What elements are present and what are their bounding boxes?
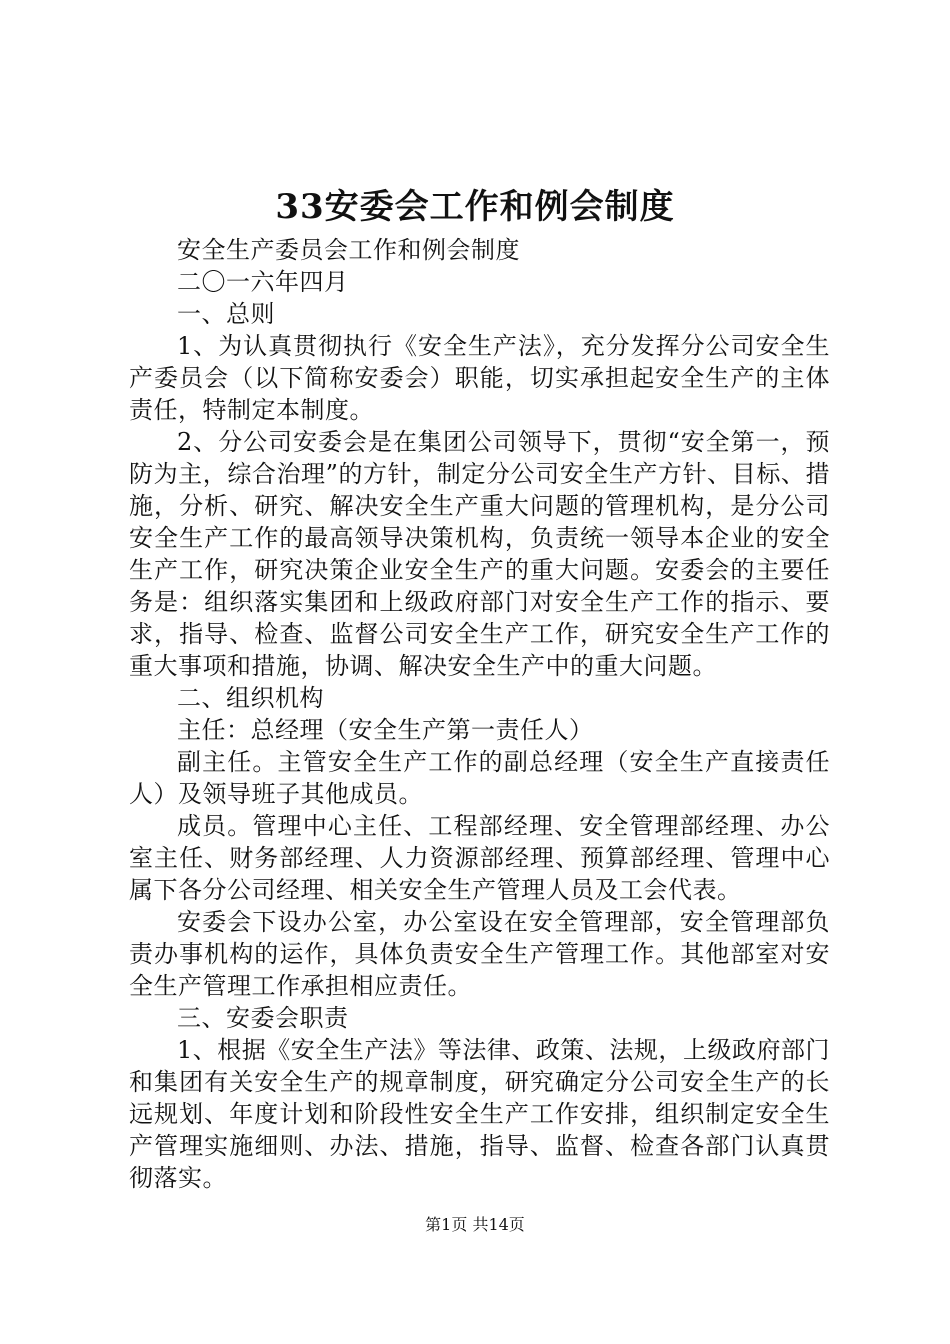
paragraph: 安全生产委员会工作和例会制度 (177, 236, 520, 264)
paragraph: 1、为认真贯彻执行《安全生产法》，充分发挥分公司安全生产委员会（以下简称安委会）职能，切实承担起安全生产的主体责任，特制定本制度。 (129, 332, 830, 424)
section-heading: 二、组织机构 (177, 684, 324, 712)
document-title: 33安委会工作和例会制度 (275, 187, 675, 227)
paragraph: 副主任。主管安全生产工作的副总经理（安全生产直接责任人）及领导班子其他成员。 (129, 748, 830, 808)
paragraph: 二〇一六年四月 (177, 268, 349, 296)
paragraph: 主任：总经理（安全生产第一责任人） (177, 716, 594, 744)
paragraph: 2、分公司安委会是在集团公司领导下，贯彻“安全第一，预防为主，综合治理”的方针，制定分公司安全生产方针、目标、措施，分析、研究、解决安全生产重大问题的管理机构，是分公司安全生产工作的最高领导决策机构，负责统一领导本企业的安全生产工作，研究决策企业安全生产的重大问题。安委会的主要任务是：组织落实集团和上级政府部门对安全生产工作的指示、要求，指导、检查、监督公司安全生产工作，研究安全生产工作的重大事项和措施，协调、解决安全生产中的重大问题。 (129, 428, 830, 680)
paragraph: 1、根据《安全生产法》等法律、政策、法规，上级政府部门和集团有关安全生产的规章制度，研究确定分公司安全生产的长远规划、年度计划和阶段性安全生产工作安排，组织制定安全生产管理实施细则、办法、措施，指导、监督、检查各部门认真贯彻落实。 (129, 1036, 830, 1192)
paragraph: 成员。管理中心主任、工程部经理、安全管理部经理、办公室主任、财务部经理、人力资源部经理、预算部经理、管理中心属下各分公司经理、相关安全生产管理人员及工会代表。 (129, 812, 830, 904)
document-body (129, 234, 830, 1194)
page-footer: 第1页 共14页 (425, 1215, 525, 1234)
section-heading: 三、安委会职责 (177, 1004, 349, 1032)
section-heading: 一、总则 (177, 300, 275, 328)
paragraph: 安委会下设办公室，办公室设在安全管理部，安全管理部负责办事机构的运作，具体负责安全生产管理工作。其他部室对安全生产管理工作承担相应责任。 (129, 908, 830, 1000)
